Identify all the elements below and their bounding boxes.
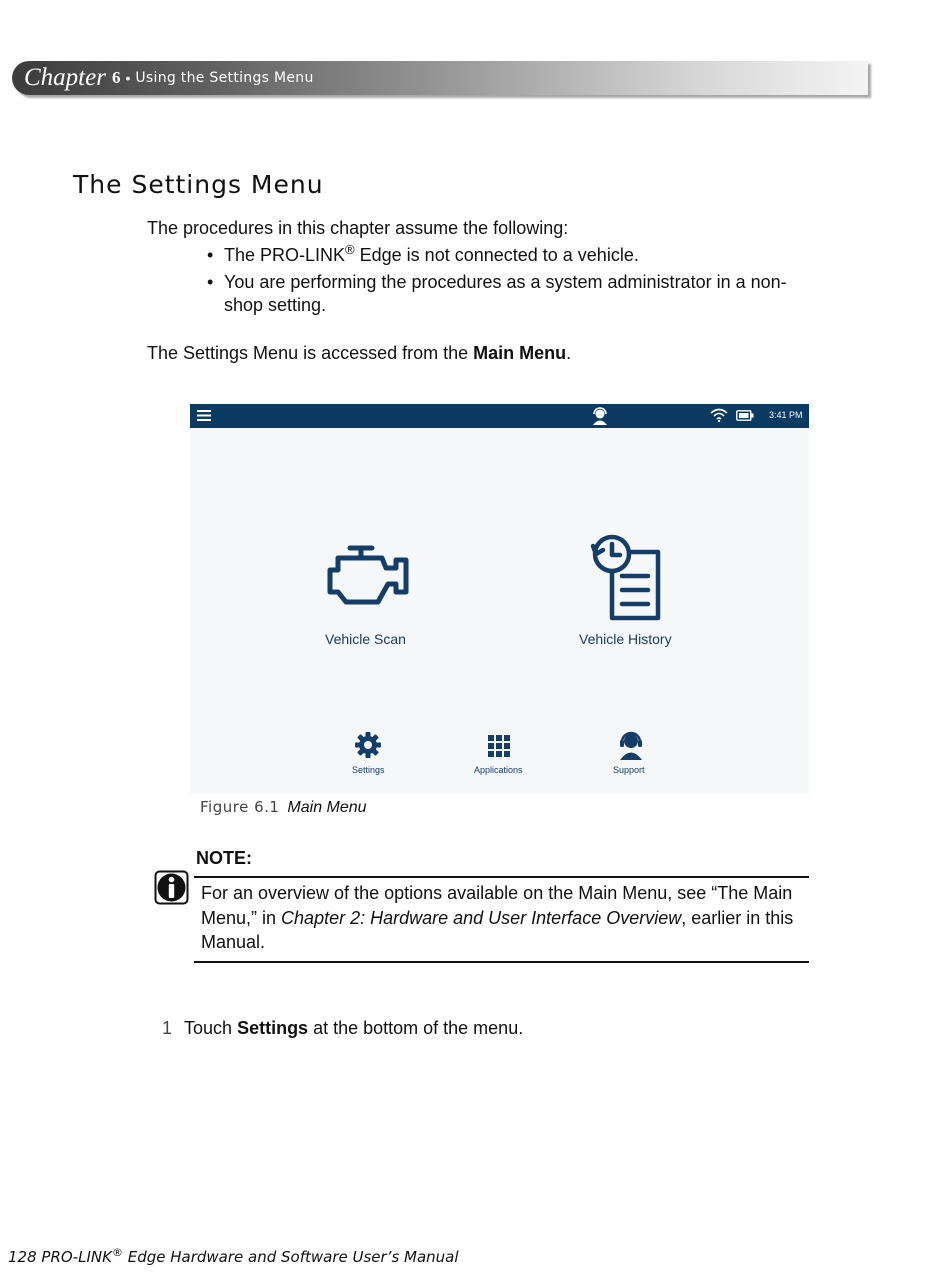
- figure-title: Main Menu: [287, 799, 367, 816]
- chapter-title: Using the Settings Menu: [135, 70, 314, 86]
- main-menu-screenshot: [190, 404, 809, 794]
- device-status-bar: [190, 404, 809, 428]
- gear-icon: [354, 731, 382, 759]
- chapter-number: 6: [111, 68, 121, 87]
- clock-clipboard-icon: [588, 532, 668, 622]
- main-menu-term: Main Menu: [473, 343, 567, 363]
- section-title: The Settings Menu: [73, 170, 324, 199]
- note-top-rule: [194, 876, 809, 878]
- support-label: Support: [613, 765, 645, 775]
- note-label: NOTE:: [196, 848, 252, 868]
- device-clock: 3:41 PM: [769, 410, 803, 420]
- procedure-step: 1 Touch Settings at the bottom of the menu.: [162, 1018, 524, 1038]
- chapter-reference: Chapter 2: Hardware and User Interface Overview: [281, 907, 682, 928]
- menu-icon: [197, 409, 211, 422]
- step-number: 1: [162, 1018, 173, 1038]
- chapter-word: Chapter: [24, 64, 106, 91]
- page-footer: 128 PRO-LINK® Edge Hardware and Software User’s Manual: [8, 1246, 459, 1266]
- chapter-banner: [12, 61, 868, 95]
- chapter-separator: •: [125, 70, 131, 86]
- list-item: • You are performing the procedures as a system administrator in a non-shop setting.: [207, 272, 787, 315]
- figure-caption: [200, 798, 367, 817]
- grid-icon: [488, 735, 510, 757]
- settings-term: Settings: [237, 1018, 309, 1038]
- bullet-icon: •: [207, 245, 214, 265]
- wifi-icon: [710, 408, 728, 422]
- vehicle-history-label: Vehicle History: [579, 631, 672, 647]
- note-text: For an overview of the options available on the Main Menu, see “The Main Menu,” in Chapter 2: Hardware and User Interface Overview, earlier in this Manual.: [201, 883, 794, 952]
- vehicle-scan-label: Vehicle Scan: [325, 631, 406, 647]
- support-headset-icon: [617, 730, 645, 760]
- figure-number: Figure 6.1: [200, 798, 280, 816]
- note-bottom-rule: [194, 961, 809, 963]
- intro-lead: The procedures in this chapter assume the following:: [147, 218, 569, 238]
- engine-icon: [324, 544, 412, 608]
- page-number: 128: [8, 1248, 37, 1266]
- access-paragraph: The Settings Menu is accessed from the Main Menu.: [147, 343, 572, 363]
- settings-label: Settings: [352, 765, 385, 775]
- assumption-list: [207, 244, 817, 321]
- bullet-icon: •: [207, 272, 214, 292]
- applications-label: Applications: [474, 765, 523, 775]
- list-item: • The PRO-LINK® Edge is not connected to a vehicle.: [207, 242, 639, 265]
- info-icon: [154, 870, 189, 905]
- technician-headset-icon: [591, 407, 609, 425]
- battery-icon: [736, 410, 754, 421]
